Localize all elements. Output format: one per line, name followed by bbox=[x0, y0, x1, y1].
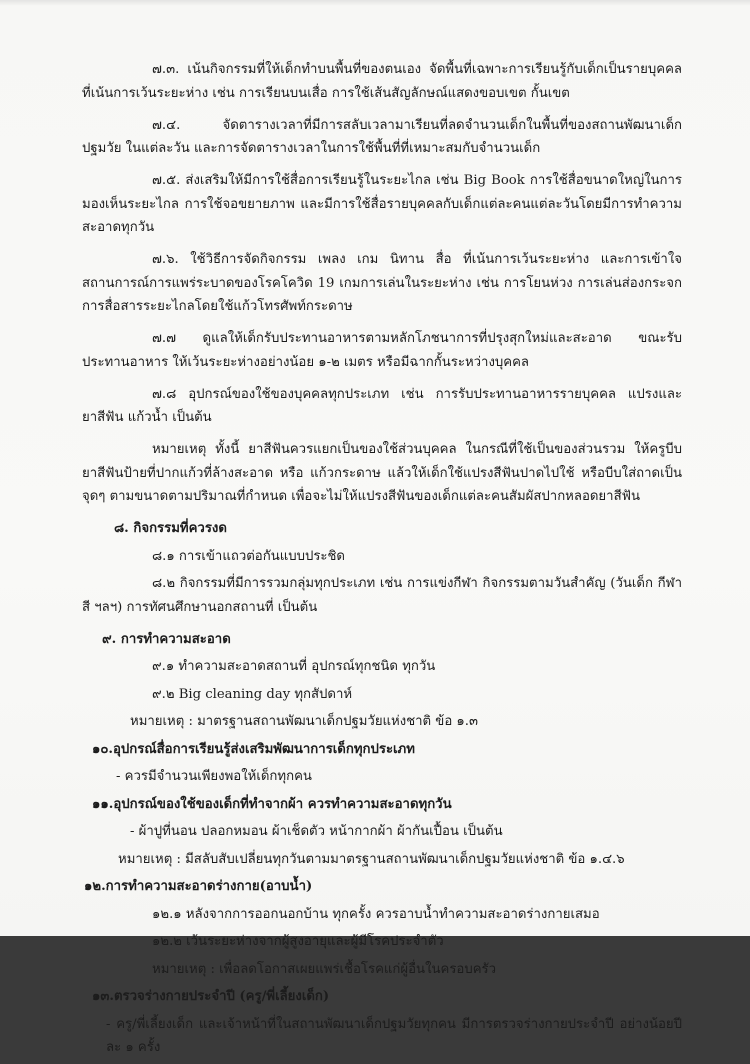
paragraph-7-8: ๗.๘ อุปกรณ์ของใช้ของบุคคลทุกประเภท เช่น การรับประทานอาหารรายบุคคล แปรงและยาสีฟัน แก้วน้ำ เป็นต้น bbox=[82, 386, 682, 425]
item-12-1: ๑๒.๑ หลังจากการออกนอกบ้าน ทุกครั้ง ควรอาบน้ำทำความสะอาดร่างกายเสมอ bbox=[152, 906, 600, 922]
note-section-9: หมายเหตุ : มาตรฐานสถานพัฒนาเด็กปฐมวัยแห่งชาติ ข้อ ๑.๓ bbox=[130, 714, 479, 729]
note-section-7: หมายเหตุ ทั้งนี้ ยาสีฟันควรแยกเป็นของใช้ส่วนบุคคล ในกรณีที่ใช้เป็นของส่วนรวม ให้ครูบีบยาสีฟันป้ายที่ปากแก้วที่ล้างสะอาด หรือ แก้วกระดาษ แล้วให้เด็กใช้แปรงสีฟันปาดไปใช้ หรือบีบใส่ถาดเป็นจุดๆ ตามขนาดตามปริมาณที่กำหนด เพื่อจะไม่ให้แปรงสีฟันของเด็กแต่ละคนสัมผัสปากหลอดยาสีฟัน bbox=[82, 442, 682, 504]
paragraph-7-5: ๗.๕. ส่งเสริมให้มีการใช้สื่อการเรียนรู้ในระยะไกล เช่น Big Book การใช้สื่อขนาดใหญ่ในการมองเห็นระยะไกล การใช้จอขยายภาพ และมีการใช้สื่อรายบุคคลกับเด็กแต่ละคนแต่ละวันโดยมีการทำความสะอาดทุกวัน bbox=[82, 173, 682, 235]
paragraph-7-6: ๗.๖. ใช้วิธีการจัดกิจกรรม เพลง เกม นิทาน สื่อ ที่เน้นการเว้นระยะห่าง และการเข้าใจสถานการณ์การแพร่ระบาดของโรคโควิด 19 เกมการเล่นในระยะห่าง เช่น การโยนห่วง การเล่นส่องกระจก การสื่อสารระยะไกลโดยใช้แก้วโทรศัพท์กระดาษ bbox=[82, 252, 682, 314]
heading-section-11: ๑๑.อุปกรณ์ของใช้ของเด็กที่ทำจากผ้า ควรทำความสะอาดทุกวัน bbox=[92, 796, 452, 812]
note-section-12: หมายเหตุ : เพื่อลดโอกาสเผยแพร่เชื้อโรคแก่ผู้อื่นในครอบครัว bbox=[152, 961, 497, 977]
paragraph-7-3: ๗.๓. เน้นกิจกรรมที่ให้เด็กทำบนพื้นที่ของตนเอง จัดพื้นที่เฉพาะการเรียนรู้กับเด็กเป็นรายบุคคล ที่เน้นการเว้นระยะห่าง เช่น การเรียนบนเสื่อ การใช้เส้นสัญลักษณ์แสดงขอบเขต กั้นเขต bbox=[82, 62, 682, 101]
item-12-2: ๑๒.๒ เว้นระยะห่างจากผู้สูงอายุและผู้มีโรคประจำตัว bbox=[152, 934, 444, 949]
heading-section-8: ๘. กิจกรรมที่ควรงด bbox=[114, 521, 227, 536]
note-section-11: หมายเหตุ : มีสลับสับเปลี่ยนทุกวันตามมาตรฐานสถานพัฒนาเด็กปฐมวัยแห่งชาติ ข้อ ๑.๔.๖ bbox=[118, 851, 625, 867]
item-9-1: ๙.๑ ทำความสะอาดสถานที่ อุปกรณ์ทุกชนิด ทุกวัน bbox=[152, 659, 436, 674]
item-10: - ควรมีจำนวนเพียงพอให้เด็กทุกคน bbox=[116, 769, 312, 784]
document-body bbox=[82, 58, 682, 1064]
paragraph-7-4: ๗.๔. จัดตารางเวลาที่มีการสลับเวลามาเรียนที่ลดจำนวนเด็กในพื้นที่ของสถานพัฒนาเด็กปฐมวัย ในแต่ละวัน และการจัดตารางเวลาในการใช้พื้นที่ที่เหมาะสมกับจำนวนเด็ก bbox=[82, 117, 682, 156]
heading-section-9: ๙. การทำความสะอาด bbox=[102, 631, 231, 647]
paragraph-7-7: ๗.๗ ดูแลให้เด็กรับประทานอาหารตามหลักโภชนาการที่ปรุงสุกใหม่และสะอาด ขณะรับประทานอาหาร ให้เว้นระยะห่างอย่างน้อย ๑-๒ เมตร หรือมีฉากกั้นระหว่างบุคคล bbox=[82, 331, 682, 370]
item-8-2: ๘.๒ กิจกรรมที่มีการรวมกลุ่มทุกประเภท เช่น การแข่งกีฬา กิจกรรมตามวันสำคัญ (วันเด็ก กีฬาสี ฯลฯ) การทัศนศึกษานอกสถานที่ เป็นต้น bbox=[82, 576, 682, 615]
heading-section-13: ๑๓.ตรวจร่างกายประจำปี (ครู/พี่เลี้ยงเด็ก) bbox=[92, 989, 330, 1004]
item-11: - ผ้าปูที่นอน ปลอกหมอน ผ้าเช็ดตัว หน้ากากผ้า ผ้ากันเปื้อน เป็นต้น bbox=[130, 824, 503, 839]
item-9-2: ๙.๒ Big cleaning day ทุกสัปดาห์ bbox=[152, 686, 353, 702]
heading-section-10: ๑๐.อุปกรณ์สื่อการเรียนรู้ส่งเสริมพัฒนาการเด็กทุกประเภท bbox=[92, 741, 415, 757]
item-13: - ครู/พี่เลี้ยงเด็ก และเจ้าหน้าที่ในสถานพัฒนาเด็กปฐมวัยทุกคน มีการตรวจร่างกายประจำปี อย่างน้อยปีละ ๑ ครั้ง bbox=[106, 1016, 682, 1055]
item-8-1: ๘.๑ การเข้าแถวต่อกันแบบประชิด bbox=[152, 548, 345, 564]
heading-section-12: ๑๒.การทำความสะอาดร่างกาย(อาบน้ำ) bbox=[84, 879, 313, 894]
